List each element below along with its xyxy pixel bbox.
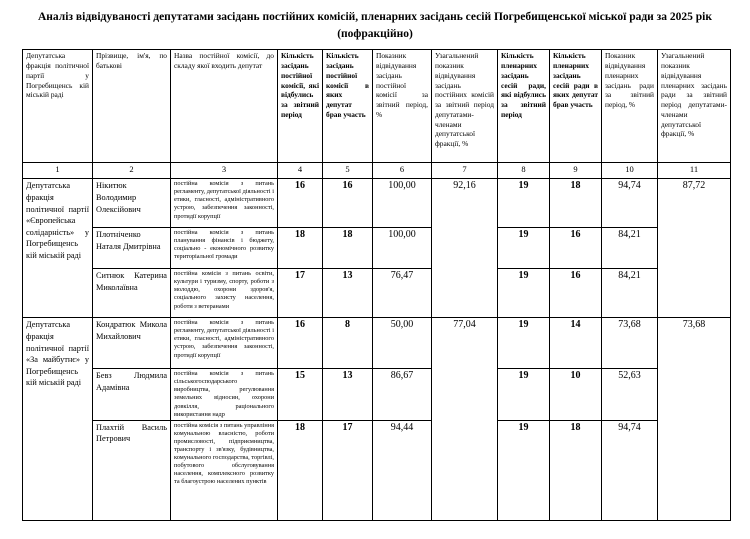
header-plenary-avg: Узагальнений показник відвідування пленарних засідань ради за звітний період депутатами-членами депутатської фракції, % xyxy=(658,50,731,163)
column-number: 10 xyxy=(602,163,658,179)
table-row xyxy=(23,179,731,228)
plenary-held: 19 xyxy=(498,318,550,369)
commission-name: постійна комісія з питань регламенту, депутатської діяльності і етики, гласності, адміністративного устрою, забезпечення законності, протидії корупції xyxy=(171,179,278,228)
table-row xyxy=(23,420,731,520)
commission-attended: 17 xyxy=(323,420,373,520)
header-plenary-held: Кількість пленарних засідань сесій ради, які відбулись за звітний період xyxy=(498,50,550,163)
fraction-commission-avg: 77,04 xyxy=(432,318,498,520)
column-number: 11 xyxy=(658,163,731,179)
deputy-name: Нікитюк Володимир Олексійович xyxy=(93,179,171,228)
column-number: 1 xyxy=(23,163,93,179)
fraction-plenary-avg: 73,68 xyxy=(658,318,731,520)
commission-attended: 8 xyxy=(323,318,373,369)
deputy-name: Плотніченко Наталя Дмитрівна xyxy=(93,228,171,269)
commission-held: 18 xyxy=(278,228,323,269)
plenary-attended: 10 xyxy=(550,369,602,420)
fraction-name-cell: Депутатська фракція політичної партії «Європейська солідарність» у Погребищенсь кій міській раді xyxy=(23,179,93,318)
commission-held: 15 xyxy=(278,369,323,420)
commission-attended: 13 xyxy=(323,269,373,318)
commission-pct: 76,47 xyxy=(373,269,432,318)
column-number: 5 xyxy=(323,163,373,179)
commission-attended: 18 xyxy=(323,228,373,269)
commission-name: постійна комісія з питань регламенту, депутатської діяльності і етики, гласності, адміністративного устрою, забезпечення законності, протидії корупції xyxy=(171,318,278,369)
plenary-pct: 84,21 xyxy=(602,228,658,269)
commission-attended: 13 xyxy=(323,369,373,420)
plenary-attended: 14 xyxy=(550,318,602,369)
plenary-attended: 18 xyxy=(550,420,602,520)
deputy-name: Плахтій Василь Петрович xyxy=(93,420,171,520)
plenary-pct: 94,74 xyxy=(602,179,658,228)
commission-attended: 16 xyxy=(323,179,373,228)
commission-name: постійна комісія з питань планування фінансів і бюджету, соціально - економічного розвитку територіальної громади xyxy=(171,228,278,269)
plenary-attended: 18 xyxy=(550,179,602,228)
commission-held: 18 xyxy=(278,420,323,520)
column-number: 3 xyxy=(171,163,278,179)
plenary-pct: 94,74 xyxy=(602,420,658,520)
commission-name: постійна комісія з питань освіти, культури і туризму, спорту, роботи з молоддю, охорони здоров'я, соціального захисту населення, роботи з ветеранами xyxy=(171,269,278,318)
header-commission-held: Кількість засідань постійної комісії, які відбулись за звітний період xyxy=(278,50,323,163)
header-commission-attended: Кількість засідань постійної комісії в яких депутат брав участь xyxy=(323,50,373,163)
plenary-held: 19 xyxy=(498,369,550,420)
commission-name: постійна комісія з питань управління комунальною власністю, роботи промисловості, підприємництва, транспорту і зв'язку, будівництва, комунального господарства, торгівлі, побутового обслуговування населення, комплексного розвитку та благоустрою населених пунктів xyxy=(171,420,278,520)
commission-pct: 100,00 xyxy=(373,228,432,269)
plenary-held: 19 xyxy=(498,228,550,269)
plenary-held: 19 xyxy=(498,179,550,228)
header-plenary-pct: Показник відвідування пленарних засідань ради за звітний період, % xyxy=(602,50,658,163)
plenary-held: 19 xyxy=(498,420,550,520)
table-row xyxy=(23,318,731,369)
commission-held: 17 xyxy=(278,269,323,318)
table-row xyxy=(23,269,731,318)
column-number: 9 xyxy=(550,163,602,179)
commission-pct: 50,00 xyxy=(373,318,432,369)
commission-pct: 100,00 xyxy=(373,179,432,228)
column-number: 7 xyxy=(432,163,498,179)
table-row xyxy=(23,228,731,269)
document-page xyxy=(0,9,750,539)
header-commission: Назва постійної комісії, до складу якої входить депутат xyxy=(171,50,278,163)
deputy-name: Ситнюк Катерина Миколаївна xyxy=(93,269,171,318)
deputy-name: Бевз Людмила Адамівна xyxy=(93,369,171,420)
table-row xyxy=(23,369,731,420)
fraction-name-cell: Депутатська фракція політичної партії «За майбутнє» у Погребищенсь кій міській раді xyxy=(23,318,93,520)
commission-held: 16 xyxy=(278,179,323,228)
commission-pct: 94,44 xyxy=(373,420,432,520)
column-number: 8 xyxy=(498,163,550,179)
header-commission-avg: Узагальнений показник відвідування засідань постійних комісій за звітний період депутатами-членами депутатської фракції, % xyxy=(432,50,498,163)
plenary-pct: 84,21 xyxy=(602,269,658,318)
commission-name: постійна комісія з питань сільськогосподарського виробництва, регулювання земельних відносин, охорони довкілля, раціонального використання надр xyxy=(171,369,278,420)
plenary-attended: 16 xyxy=(550,228,602,269)
column-number: 6 xyxy=(373,163,432,179)
deputy-name: Кондратюк Микола Михайлович xyxy=(93,318,171,369)
fraction-plenary-avg: 87,72 xyxy=(658,179,731,318)
plenary-attended: 16 xyxy=(550,269,602,318)
table-header-row xyxy=(23,50,731,163)
header-fraction: Депутатська фракція політичної партії у Погребищенсь кій міській раді xyxy=(23,50,93,163)
commission-held: 16 xyxy=(278,318,323,369)
document-title: Аналіз відвідуваності депутатами засідань постійних комісій, пленарних засідань сесій Погребищенської міської ради за 2025 рік (пофракційно) xyxy=(37,11,712,40)
fraction-commission-avg: 92,16 xyxy=(432,179,498,318)
header-name: Прізвище, ім'я, по батькові xyxy=(93,50,171,163)
plenary-pct: 52,63 xyxy=(602,369,658,420)
plenary-pct: 73,68 xyxy=(602,318,658,369)
attendance-table xyxy=(22,49,731,520)
commission-pct: 86,67 xyxy=(373,369,432,420)
column-number: 2 xyxy=(93,163,171,179)
header-plenary-attended: Кількість пленарних засідань сесій ради в яких депутат брав участь xyxy=(550,50,602,163)
column-number-row xyxy=(23,163,731,179)
header-commission-pct: Показник відвідування засідань постійної комісії за звітний період, % xyxy=(373,50,432,163)
column-number: 4 xyxy=(278,163,323,179)
plenary-held: 19 xyxy=(498,269,550,318)
